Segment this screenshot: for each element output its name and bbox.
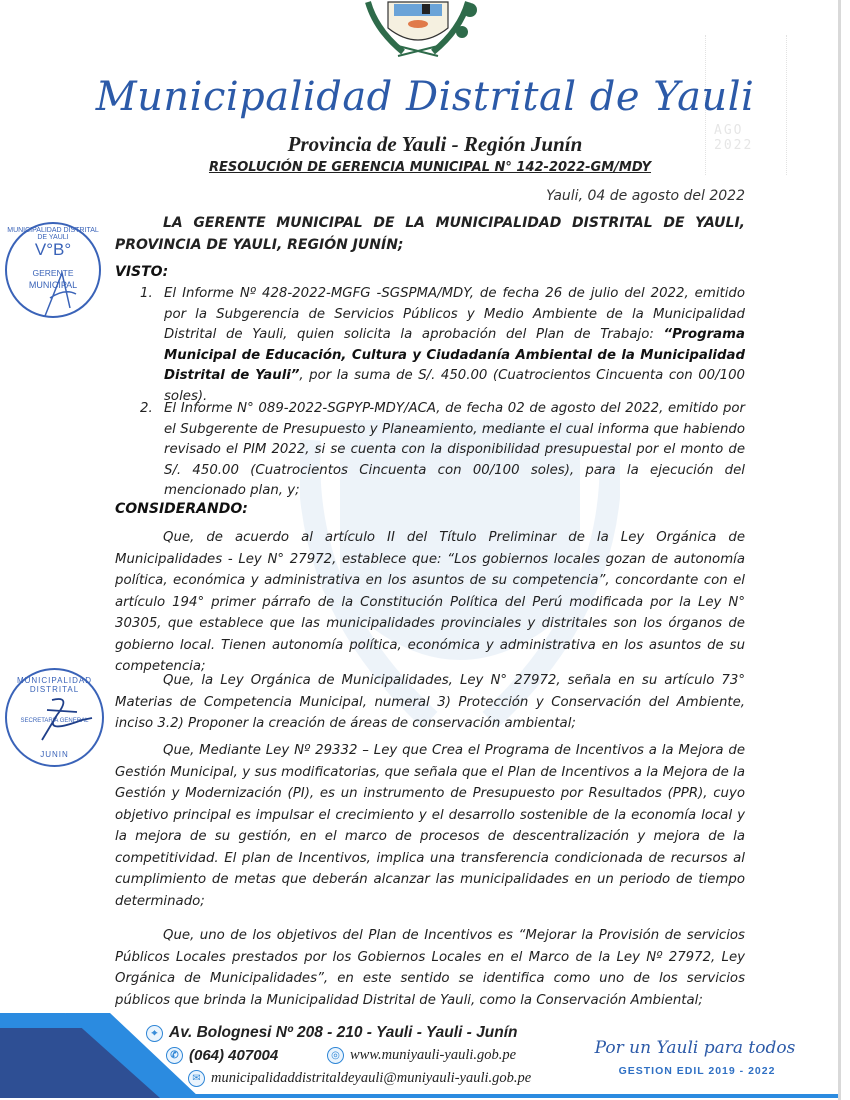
considerando-paragraph-4 xyxy=(115,925,745,1011)
list-number: 1. xyxy=(140,286,153,301)
footer-address xyxy=(146,1024,517,1042)
list-text: El Informe N° 089-2022-SGPYP-MDY/ACA, de fecha 02 de agosto del 2022, emitido por el Subgerente de Presupuesto y Planeamiento, mediante el cual informa que habiendo revisado el PIM 2022, si se cuenta con la disponibilidad presupuestal por el monto de S/. 450.00 (Cuatrocientos Cincuenta con 00/100 soles), para la ejecución del mencionado plan, y; xyxy=(164,401,745,498)
seal-line: GERENTE xyxy=(32,268,74,278)
website-link[interactable]: www.muniyauli-yauli.gob.pe xyxy=(350,1047,517,1063)
mail-icon: ✉ xyxy=(188,1070,205,1087)
considerando-heading: CONSIDERANDO: xyxy=(115,501,248,517)
list-number: 2. xyxy=(140,401,153,416)
signature-scribble xyxy=(40,268,80,318)
resolution-number: RESOLUCIÓN DE GERENCIA MUNICIPAL N° 142-2022-GM/MDY xyxy=(208,160,652,175)
received-stamp-text: AGO 2022 xyxy=(714,123,754,153)
visto-item-1 xyxy=(140,284,745,407)
seal-ring-text: MUNICIPALIDAD DISTRITAL xyxy=(16,676,93,694)
considerando-paragraph-2 xyxy=(115,670,745,735)
paragraph-text: Que, uno de los objetivos del Plan de Incentivos es “Mejorar la Provisión de servicios Públicos Locales prestados por los Gobiernos Locales en el Marco de la Ley Nº 27972, Ley Orgánica de Municipalidades”, en este sentido se identifica como uno de los servicios públicos que brinda la Municipalidad Distrital de Yauli, como la Conservación Ambiental; xyxy=(115,928,745,1008)
issuing-authority: LA GERENTE MUNICIPAL DE LA MUNICIPALIDAD DISTRITAL DE YAULI, PROVINCIA DE YAULI, REGIÓN JUNÍN; xyxy=(115,215,745,253)
globe-icon: ◎ xyxy=(327,1047,344,1064)
seal-line: SECRETARIA GENERAL xyxy=(20,718,89,724)
seal-title: V°B° xyxy=(34,240,72,259)
email-link[interactable]: municipalidaddistritaldeyauli@muniyauli-yauli.gob.pe xyxy=(211,1070,532,1086)
province-line: Provincia de Yauli - Región Junín xyxy=(287,132,583,156)
document-date: Yauli, 04 de agosto del 2022 xyxy=(546,188,745,204)
signature-scribble xyxy=(22,690,97,745)
slogan: Por un Yauli para todos xyxy=(594,1038,796,1058)
footer-email[interactable] xyxy=(188,1070,531,1087)
seal-ring-text: MUNICIPALIDAD DISTRITAL DE YAULI xyxy=(7,227,99,241)
considerando-paragraph-1 xyxy=(115,527,745,678)
location-pin-icon: ⌖ xyxy=(146,1025,163,1042)
list-text: , por la suma de S/. 450.00 (Cuatrocientos Cincuenta con 00/100 soles). xyxy=(164,368,745,404)
visto-heading: VISTO: xyxy=(115,264,169,280)
gestion-period: GESTION EDIL 2019 - 2022 xyxy=(618,1065,776,1077)
phone-icon: ✆ xyxy=(166,1047,183,1064)
institution-name: Municipalidad Distrital de Yauli xyxy=(95,74,755,120)
footer-website[interactable] xyxy=(327,1047,516,1064)
plan-title: “Programa Municipal de Educación, Cultura y Ciudadanía Ambiental de la Municipalidad Distrital de Yauli” xyxy=(164,327,745,383)
page-edge xyxy=(838,0,841,1100)
seal-line: MUNICIPAL xyxy=(28,280,78,290)
letterhead-footer xyxy=(0,1010,838,1100)
considerando-paragraph-3 xyxy=(115,740,745,912)
phone-text: (064) 407004 xyxy=(189,1047,279,1064)
visto-item-2 xyxy=(140,399,745,502)
municipal-crest-logo xyxy=(358,0,478,60)
paragraph-text: Que, Mediante Ley Nº 29332 – Ley que Crea el Programa de Incentivos a la Mejora de Gestión Municipal, y sus modificatorias, que señala que el Plan de Incentivos a la Mejora de la Gestión y Modernización (PI), es un instrumento de Presupuesto por Resultados (PPR), cuyo objetivo principal es impulsar el crecimiento y el desarrollo sostenible de la economía local y la mejora de su gestión, en el marco de procesos de descentralización y mejora de la competitividad. El plan de Incentivos, implica una transferencia condicionada de recursos al cumplimiento de metas que deberán alcanzar las municipalidades en un periodo de tiempo determinado; xyxy=(115,743,745,909)
footer-phone xyxy=(166,1047,278,1064)
list-text: El Informe Nº 428-2022-MGFG -SGSPMA/MDY, de fecha 26 de julio del 2022, emitido por la Subgerencia de Servicios Públicos y Medio Ambiente de la Municipalidad Distrital de Yauli, quien solicita la aprobación del Plan de Trabajo: xyxy=(164,286,745,342)
seal-ring-text: JUNIN xyxy=(40,750,69,759)
paragraph-text: Que, de acuerdo al artículo II del Título Preliminar de la Ley Orgánica de Municipalidades - Ley N° 27972, establece que: “Los gobiernos locales gozan de autonomía política, económica y administrativa en los asuntos de su competencia”, concordante con el artículo 194° primer párrafo de la Constitución Política del Perú modificada por la Ley N° 30305, que establece que las municipalidades provinciales y distritales son los órganos de gobierno local. Tienen autonomía política, económica y administrativa en los asuntos de su competencia; xyxy=(115,530,745,674)
address-text: Av. Bolognesi Nº 208 - 210 - Yauli - Yauli - Junín xyxy=(169,1024,518,1041)
paragraph-text: Que, la Ley Orgánica de Municipalidades, Ley N° 27972, señala en su artículo 73° Materias de Competencia Municipal, numeral 3) Protección y Conservación del Ambiente, inciso 3.2) Proponer la creación de áreas de conservación ambiental; xyxy=(115,673,745,731)
